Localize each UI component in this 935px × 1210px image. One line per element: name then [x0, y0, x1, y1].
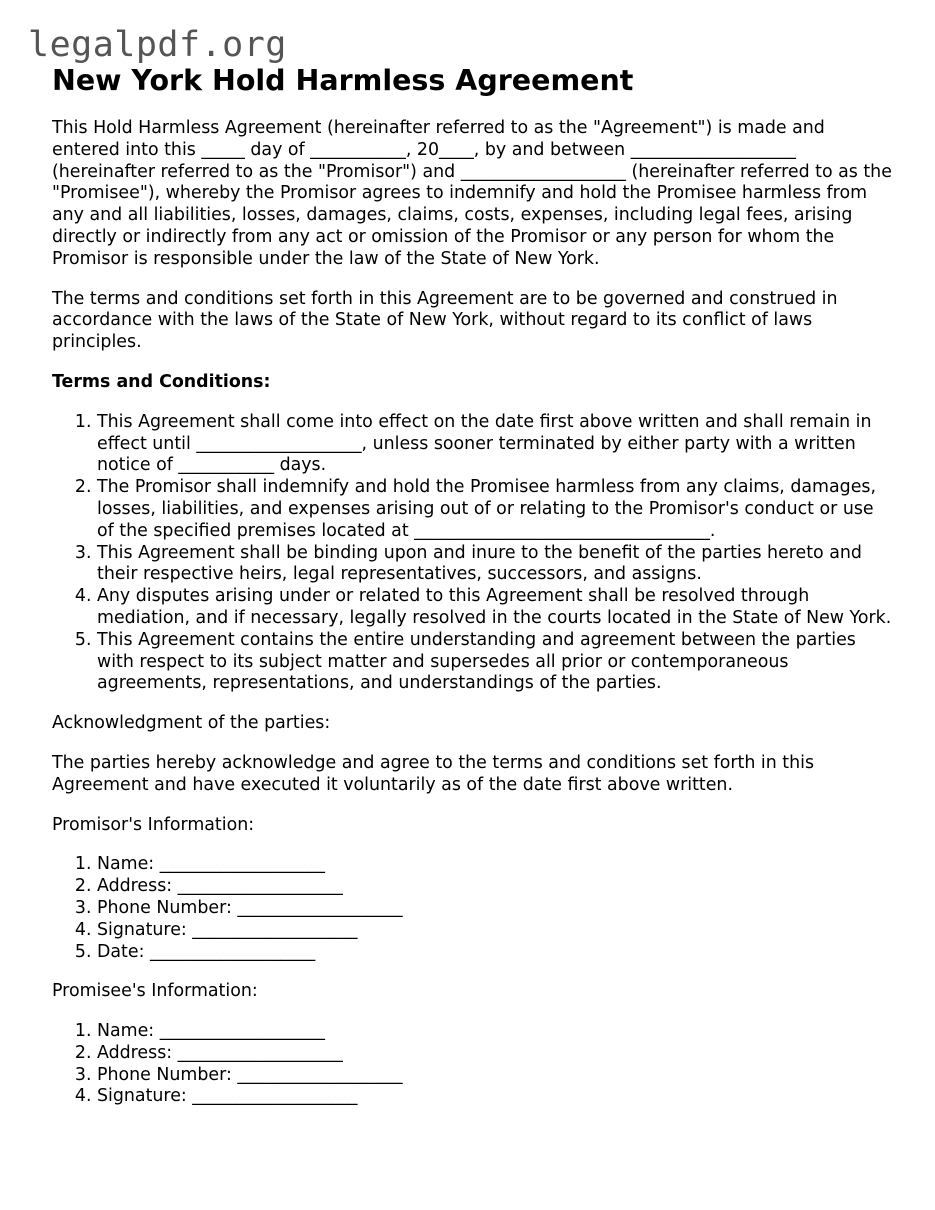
- promisor-date-field: 5. Date: ___________________: [97, 942, 892, 964]
- term-item: 1. This Agreement shall come into effect on the date first above written and shall remain in effect until ___________________, unless sooner terminated by either party with a written notice of ___________ days.: [97, 412, 892, 477]
- acknowledgment-text: The parties hereby acknowledge and agree to the terms and conditions set forth in this Agreement and have executed it voluntarily as of the date first above written.: [52, 752, 815, 795]
- term-item: 4. Any disputes arising under or related to this Agreement shall be resolved through mediation, and if necessary, legally resolved in the courts located in the State of New York.: [97, 586, 892, 630]
- intro-paragraph: This Hold Harmless Agreement (hereinafter referred to as the "Agreement") is made and entered into this _____ day of ___________, 20____, by and between ___________________ (hereinafter referred to as the "Promisor") and ___________________ (hereinafter referred to as the "Promisee"), whereby the Promisor agrees to indemnify and hold the Promisee harmless from any and all liabilities, losses, damages, claims, costs, expenses, including legal fees, arising directly or indirectly from any act or omission of the Promisor or any person for whom the Promisor is responsible under the law of the State of New York.: [52, 118, 892, 269]
- promisee-phone-field: 3. Phone Number: ___________________: [97, 1065, 892, 1087]
- term-item: 5. This Agreement contains the entire understanding and agreement between the parties with respect to its subject matter and supersedes all prior or contemporaneous agreements, representations, and understandings of the parties.: [97, 630, 892, 695]
- promisee-name-field: 1. Name: ___________________: [97, 1021, 892, 1043]
- promisor-heading: Promisor's Information:: [52, 814, 255, 835]
- promisee-address-field: 2. Address: ___________________: [97, 1043, 892, 1065]
- term-item: 3. This Agreement shall be binding upon and inure to the benefit of the parties hereto and their respective heirs, legal representatives, successors, and assigns.: [97, 543, 892, 587]
- promisee-fields-list: [52, 1021, 892, 1108]
- promisee-signature-field: 4. Signature: ___________________: [97, 1086, 892, 1108]
- governing-law-paragraph: The terms and conditions set forth in this Agreement are to be governed and construed in accordance with the laws of the State of New York, without regard to its conflict of laws principles.: [52, 288, 838, 353]
- promisor-fields-list: [52, 854, 892, 963]
- promisor-address-field: 2. Address: ___________________: [97, 876, 892, 898]
- terms-heading: Terms and Conditions:: [52, 371, 271, 392]
- terms-list: [52, 412, 892, 695]
- promisee-heading: Promisee's Information:: [52, 981, 258, 1002]
- watermark: legalpdf.org: [28, 25, 287, 65]
- term-item: 2. The Promisor shall indemnify and hold the Promisee harmless from any claims, damages, losses, liabilities, and expenses arising out of or relating to the Promisor's conduct or use of the specified premises located at __________________________________.: [97, 477, 892, 542]
- document-body: [52, 64, 892, 1126]
- promisor-name-field: 1. Name: ___________________: [97, 854, 892, 876]
- document-title: New York Hold Harmless Agreement: [52, 64, 634, 97]
- promisor-signature-field: 4. Signature: ___________________: [97, 920, 892, 942]
- promisor-phone-field: 3. Phone Number: ___________________: [97, 898, 892, 920]
- acknowledgment-heading: Acknowledgment of the parties:: [52, 713, 331, 734]
